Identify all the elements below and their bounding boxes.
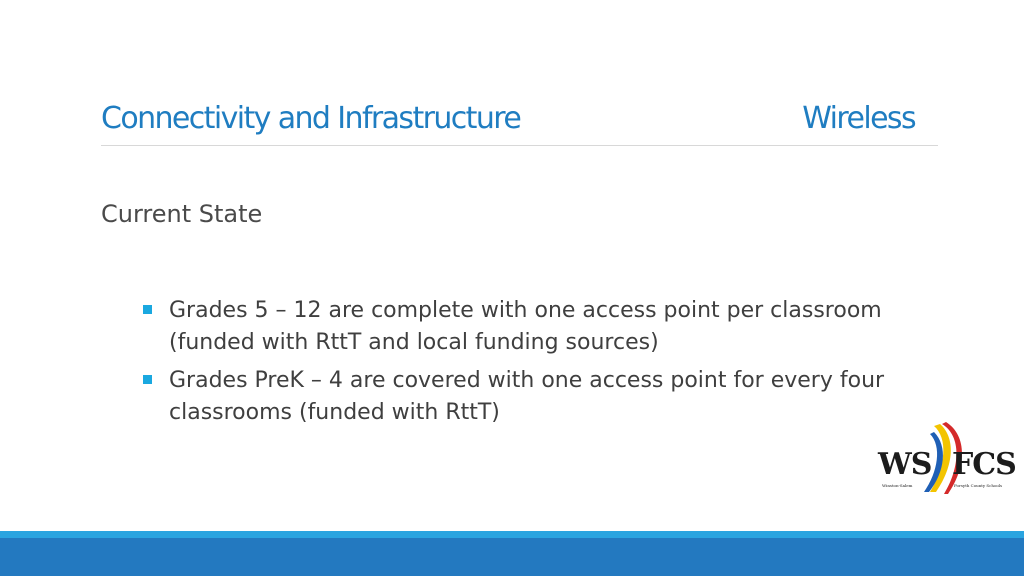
logo-fcs-text: FCS [952,447,1016,482]
bullet-list [141,295,911,435]
slide-title: Connectivity and Infrastructure [101,101,521,136]
footer-accent-stripe [0,531,1024,538]
slide-title-row [101,97,915,141]
bullet-text: Grades PreK – 4 are covered with one access point for every four classrooms (funded with RttT) [169,368,885,425]
slide-title-secondary: Wireless [802,101,915,136]
title-divider [101,145,938,146]
logo-subtext-right: Forsyth County Schools [954,483,1003,488]
logo-subtext-left: Winston-Salem [882,483,913,488]
bullet-item [141,295,911,359]
bullet-item [141,365,911,429]
square-bullet-icon [143,375,152,384]
wsfcs-logo [872,420,1016,498]
section-heading: Current State [101,200,263,228]
logo-ws-text: WS [878,447,932,482]
footer-bar [0,538,1024,576]
bullet-text: Grades 5 – 12 are complete with one access point per classroom (funded with RttT and local funding sources) [169,298,882,355]
square-bullet-icon [143,305,152,314]
